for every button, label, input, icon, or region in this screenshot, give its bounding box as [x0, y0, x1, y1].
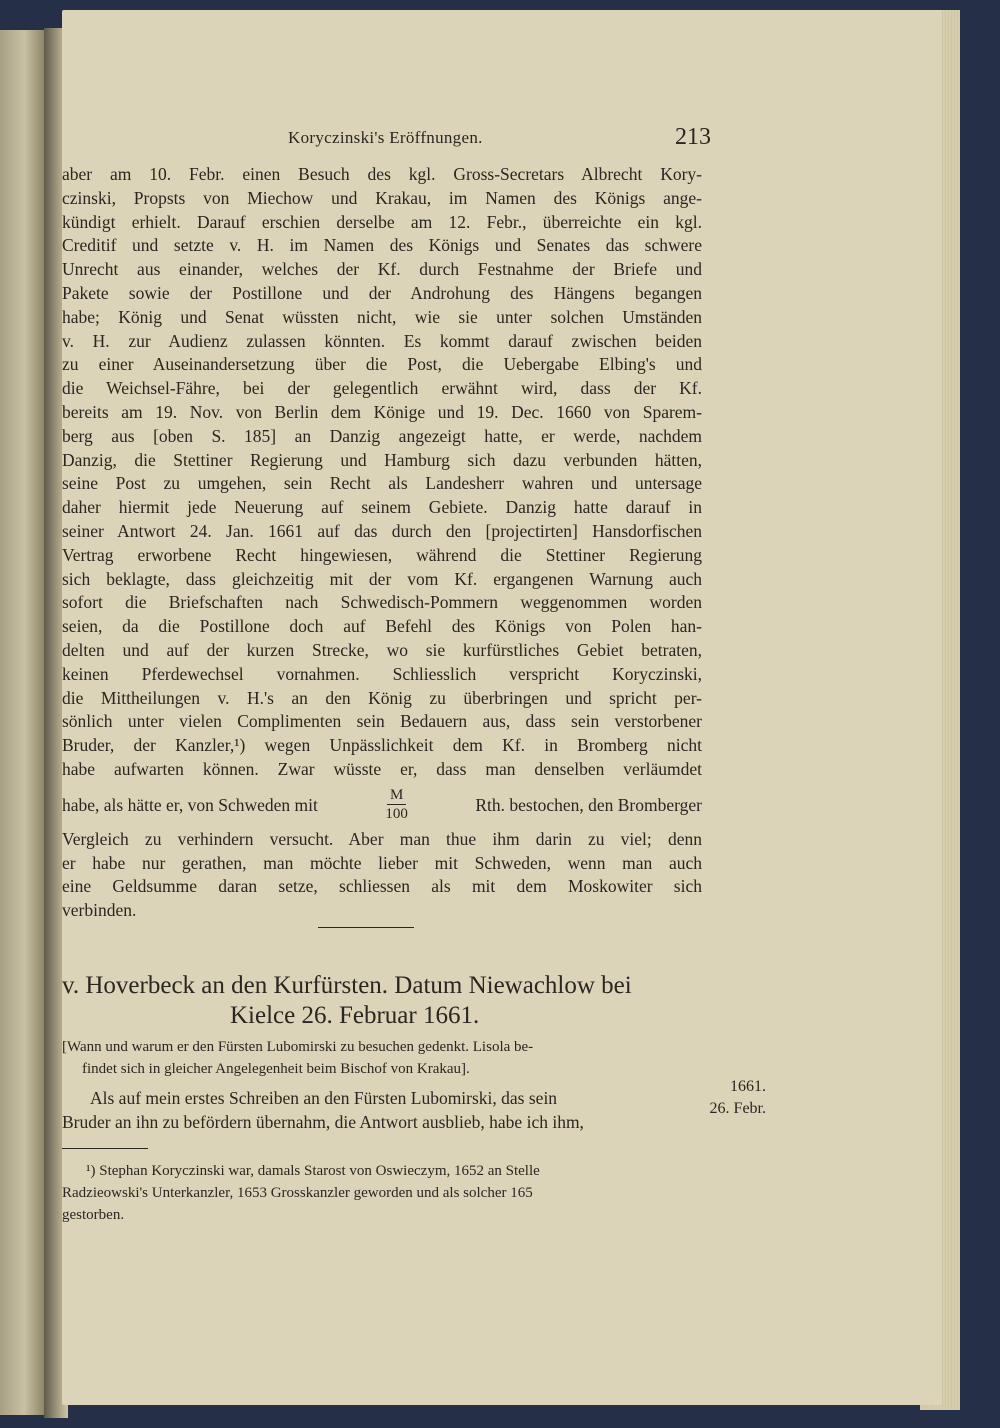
section-summary	[62, 1036, 702, 1080]
margin-date-note	[706, 1076, 766, 1120]
body-line: habe; König und Senat wüssten nicht, wie sie unter solchen Umständen	[62, 306, 702, 327]
body-line: Unrecht aus einander, welches der Kf. durch Festnahme der Briefe und	[62, 259, 702, 280]
body-line: seiner Antwort 24. Jan. 1661 auf das durch den [projectirten] Hansdorfischen	[62, 520, 702, 541]
body-line: habe aufwarten können. Zwar wüsste er, dass man denselben verläumdet	[62, 758, 702, 779]
margin-date: 26. Febr.	[709, 1100, 766, 1117]
body-line: aber am 10. Febr. einen Besuch des kgl. Gross-Secretars Albrecht Kory-	[62, 164, 702, 184]
body-line: sich beklagte, dass gleichzeitig mit der vom Kf. ergangenen Warnung auch	[62, 568, 702, 589]
footnote	[62, 1160, 690, 1226]
fraction-numerator: M	[387, 786, 406, 805]
summary-line: findet sich in gleicher Angelegenheit beim Bischof von Krakau].	[82, 1061, 470, 1077]
paragraph-line: Als auf mein erstes Schreiben an den Fürsten Lubomirski, das sein	[90, 1088, 558, 1108]
section-heading-line2: Kielce 26. Februar 1661.	[230, 1002, 480, 1029]
footnote-line: gestorben.	[62, 1207, 125, 1223]
body-line: v. H. zur Audienz zulassen könnten. Es kommt darauf zwischen beiden	[62, 330, 702, 351]
body-line: daher hiermit jede Neuerung auf seinem Gebiete. Danzig hatte darauf in	[62, 497, 702, 518]
fraction-line	[62, 782, 702, 828]
body-line: delten und auf der kurzen Strecke, wo sie kurfürstliches Gebiet betraten,	[62, 639, 702, 660]
summary-line: [Wann und warum er den Fürsten Lubomirski zu besuchen gedenkt. Lisola be-	[62, 1039, 534, 1055]
body-line: czinski, Propsts von Miechow und Krakau, im Namen des Königs ange-	[62, 187, 702, 208]
left-page-edge	[0, 30, 44, 1415]
body-line: Danzig, die Stettiner Regierung und Hamburg sich dazu verbunden hätten,	[62, 449, 702, 470]
letter-paragraph	[62, 1086, 694, 1134]
margin-year: 1661.	[730, 1078, 766, 1095]
body-text	[62, 163, 702, 923]
body-line: keinen Pferdewechsel vornahmen. Schliesslich verspricht Koryczinski,	[62, 663, 702, 684]
body-line: verbinden.	[62, 900, 137, 921]
fraction	[385, 786, 408, 823]
book-page	[62, 10, 942, 1405]
body-line: Bruder, der Kanzler,¹) wegen Unpässlichkeit dem Kf. in Bromberg nicht	[62, 735, 702, 756]
fraction-text-before: habe, als hätte er, von Schweden mit	[62, 794, 318, 815]
body-line: Pakete sowie der Postillone und der Androhung des Hängens begangen	[62, 282, 702, 303]
body-line: sönlich unter vielen Complimenten sein Bedauern aus, dass sein verstorbener	[62, 711, 702, 732]
fraction-denominator: 100	[385, 806, 408, 823]
body-line: sofort die Briefschaften nach Schwedisch-Pommern weggenommen worden	[62, 592, 702, 613]
body-line: Vergleich zu verhindern versucht. Aber man thue ihm darin zu viel; denn	[62, 828, 702, 849]
body-line: er habe nur gerathen, man möchte lieber mit Schweden, wenn man auch	[62, 852, 702, 873]
fraction-text-after: Rth. bestochen, den Bromberger	[475, 794, 702, 815]
body-line: Creditif und setzte v. H. im Namen des Königs und Senates das schwere	[62, 235, 702, 256]
footnote-line: Radzieowski's Unterkanzler, 1653 Grosskanzler geworden und als solcher 165	[62, 1185, 533, 1201]
section-divider	[318, 927, 414, 928]
body-line: zu einer Auseinandersetzung über die Post, die Uebergabe Elbing's und	[62, 354, 702, 375]
body-line: berg aus [oben S. 185] an Danzig angezeigt hatte, er werde, nachdem	[62, 425, 702, 446]
page-content	[62, 10, 942, 1405]
body-line: eine Geldsumme daran setze, schliessen als mit dem Moskowiter sich	[62, 876, 702, 897]
body-line: bereits am 19. Nov. von Berlin dem Könige und 19. Dec. 1660 von Sparem-	[62, 401, 702, 422]
body-line: seine Post zu umgehen, sein Recht als Landesherr wahren und untersage	[62, 473, 702, 494]
running-head: Koryczinski's Eröffnungen.	[288, 128, 483, 147]
body-line: kündigt erhielt. Darauf erschien derselbe am 12. Febr., überreichte ein kgl.	[62, 211, 702, 232]
page-number: 213	[675, 124, 711, 150]
paragraph-line: Bruder an ihn zu befördern übernahm, die Antwort ausblieb, habe ich ihm,	[62, 1112, 584, 1132]
body-line: die Weichsel-Fähre, bei der gelegentlich erwähnt wird, dass der Kf.	[62, 378, 702, 399]
body-line: Vertrag erworbene Recht hingewiesen, während die Stettiner Regierung	[62, 544, 702, 565]
section-heading: v. Hoverbeck an den Kurfürsten. Datum Niewachlow bei	[62, 972, 632, 999]
footnote-line: ¹) Stephan Koryczinski war, damals Starost von Oswieczym, 1652 an Stelle	[86, 1163, 540, 1179]
footnote-rule	[62, 1148, 148, 1149]
body-line: seien, da die Postillone doch auf Befehl des Königs von Polen han-	[62, 616, 702, 637]
body-line: die Mittheilungen v. H.'s an den König zu überbringen und spricht per-	[62, 687, 702, 708]
